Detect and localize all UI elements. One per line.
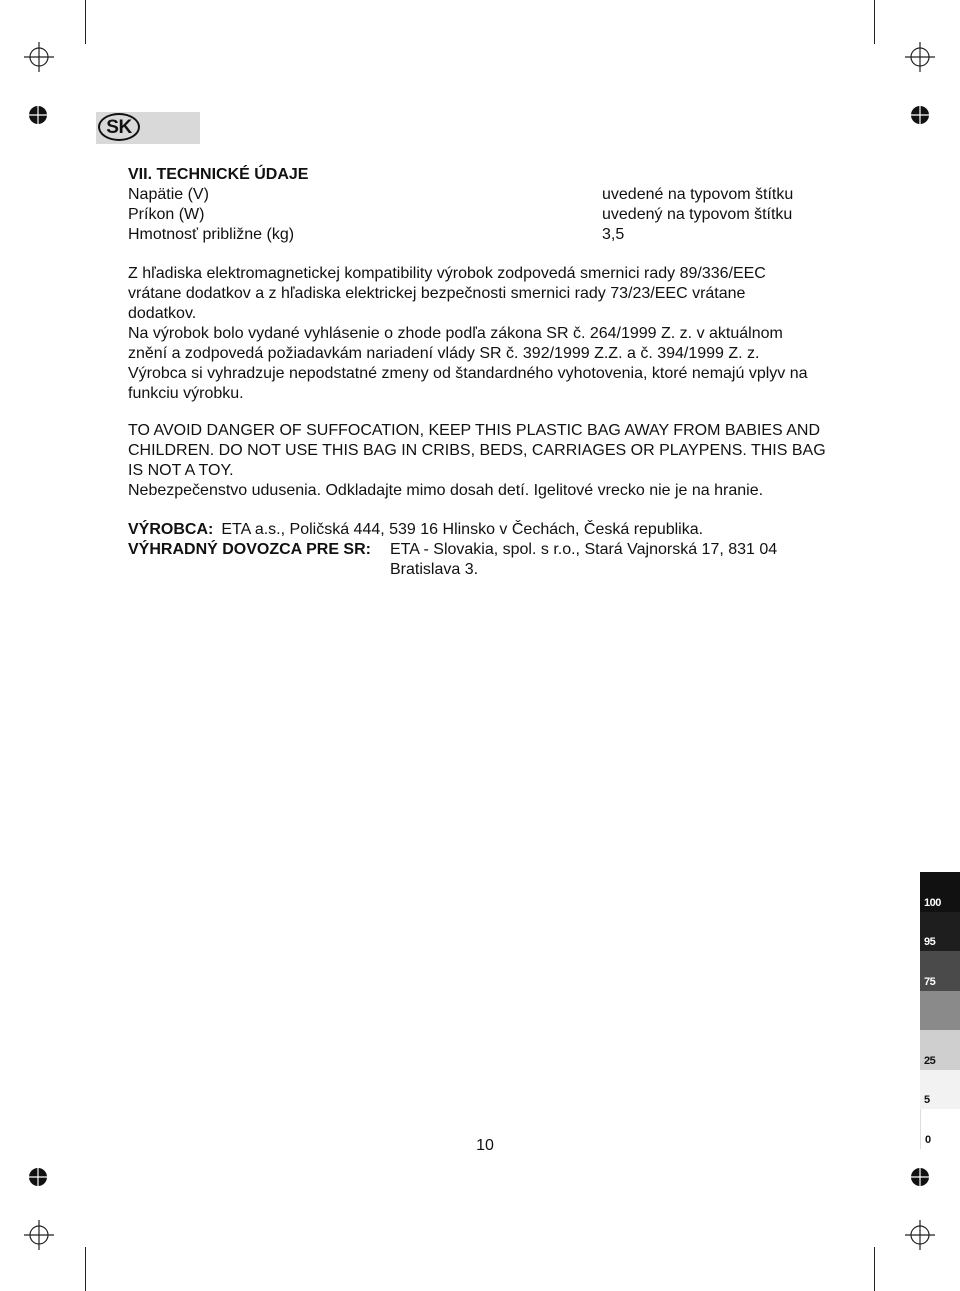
spec-value: uvedené na typovom štítku <box>602 186 794 203</box>
target-mark-lower-left <box>26 1165 50 1189</box>
importer-value: ETA - Slovakia, spol. s r.o., Stará Vajnorská 17, 831 04 Bratislava 3. <box>390 541 778 578</box>
suffocation-warning-en: TO AVOID DANGER OF SUFFOCATION, KEEP THIS PLASTIC BAG AWAY FROM BABIES AND CHILDREN. DO NOT USE THIS BAG IN CRIBS, BEDS, CARRIAGES OR PLAYPENS. THIS BAG IS NOT A TOY. <box>128 422 826 479</box>
gray-swatch-label: 75 <box>924 975 936 988</box>
grayscale-calibration-strip <box>920 872 960 1149</box>
importer-label: VÝHRADNÝ DOVOZCA PRE SR: <box>128 541 371 558</box>
target-mark-upper-left <box>26 103 50 127</box>
spec-label: Hmotnosť približne (kg) <box>128 226 295 243</box>
registration-mark-top-right <box>905 42 935 72</box>
gray-swatch <box>920 872 960 912</box>
compliance-paragraph: Z hľadiska elektromagnetickej kompatibility výrobok zodpovedá smernici rady 89/336/EEC vrátane dodatkov a z hľadiska elektrickej bezpečnosti smernici rady 73/23/EEC vrátane dodatkov. <box>128 265 766 322</box>
gray-swatch <box>920 991 960 1031</box>
trim-mark-bottom-left <box>85 1247 86 1291</box>
changes-paragraph: Výrobca si vyhradzuje nepodstatné zmeny od štandardného vyhotovenia, ktoré nemajú vplyv na funkciu výrobku. <box>128 365 808 402</box>
gray-swatch <box>920 912 960 952</box>
trim-mark-top-left <box>85 0 86 44</box>
manufacturer-label: VÝROBCA: <box>128 521 214 538</box>
page-number: 10 <box>476 1137 494 1154</box>
manufacturer-value: ETA a.s., Poličská 444, 539 16 Hlinsko v Čechách, Česká republika. <box>221 521 704 538</box>
technical-data-section <box>128 165 828 580</box>
gray-swatch-label: 0 <box>925 1133 931 1146</box>
spec-value: 3,5 <box>602 226 625 243</box>
gray-swatch <box>920 951 960 991</box>
spec-row <box>128 225 828 245</box>
gray-swatch <box>920 1109 960 1149</box>
trim-mark-top-right <box>874 0 875 44</box>
gray-swatch-label: 95 <box>924 936 936 948</box>
registration-mark-bottom-right <box>905 1220 935 1250</box>
gray-swatch-label: 5 <box>924 1094 930 1106</box>
section-title: VII. TECHNICKÉ ÚDAJE <box>128 166 309 183</box>
gray-swatch <box>920 1070 960 1110</box>
spec-row <box>128 205 828 225</box>
suffocation-warning-sk: Nebezpečenstvo udusenia. Odkladajte mimo dosah detí. Igelitové vrecko nie je na hranie. <box>128 482 764 499</box>
trim-mark-bottom-right <box>874 1247 875 1291</box>
gray-swatch <box>920 1030 960 1070</box>
spec-row <box>128 185 828 205</box>
manufacturer-row <box>128 520 828 540</box>
target-mark-upper-right <box>908 103 932 127</box>
declaration-paragraph: Na výrobok bolo vydané vyhlásenie o zhode podľa zákona SR č. 264/1999 Z. z. v aktuálnom znění a zodpovedá požiadavkám nariadení vlády SR č. 392/1999 Z.Z. a č. 394/1999 Z. z. <box>128 325 783 362</box>
registration-mark-top-left <box>24 42 54 72</box>
spec-value: uvedený na typovom štítku <box>602 206 793 223</box>
gray-swatch-label: 25 <box>924 1054 936 1067</box>
language-badge: SK <box>98 113 140 141</box>
registration-mark-bottom-left <box>24 1220 54 1250</box>
spec-label: Napätie (V) <box>128 186 209 203</box>
spec-label: Príkon (W) <box>128 206 205 223</box>
importer-row <box>128 540 828 580</box>
target-mark-lower-right <box>908 1165 932 1189</box>
gray-swatch-label: 100 <box>924 896 941 909</box>
